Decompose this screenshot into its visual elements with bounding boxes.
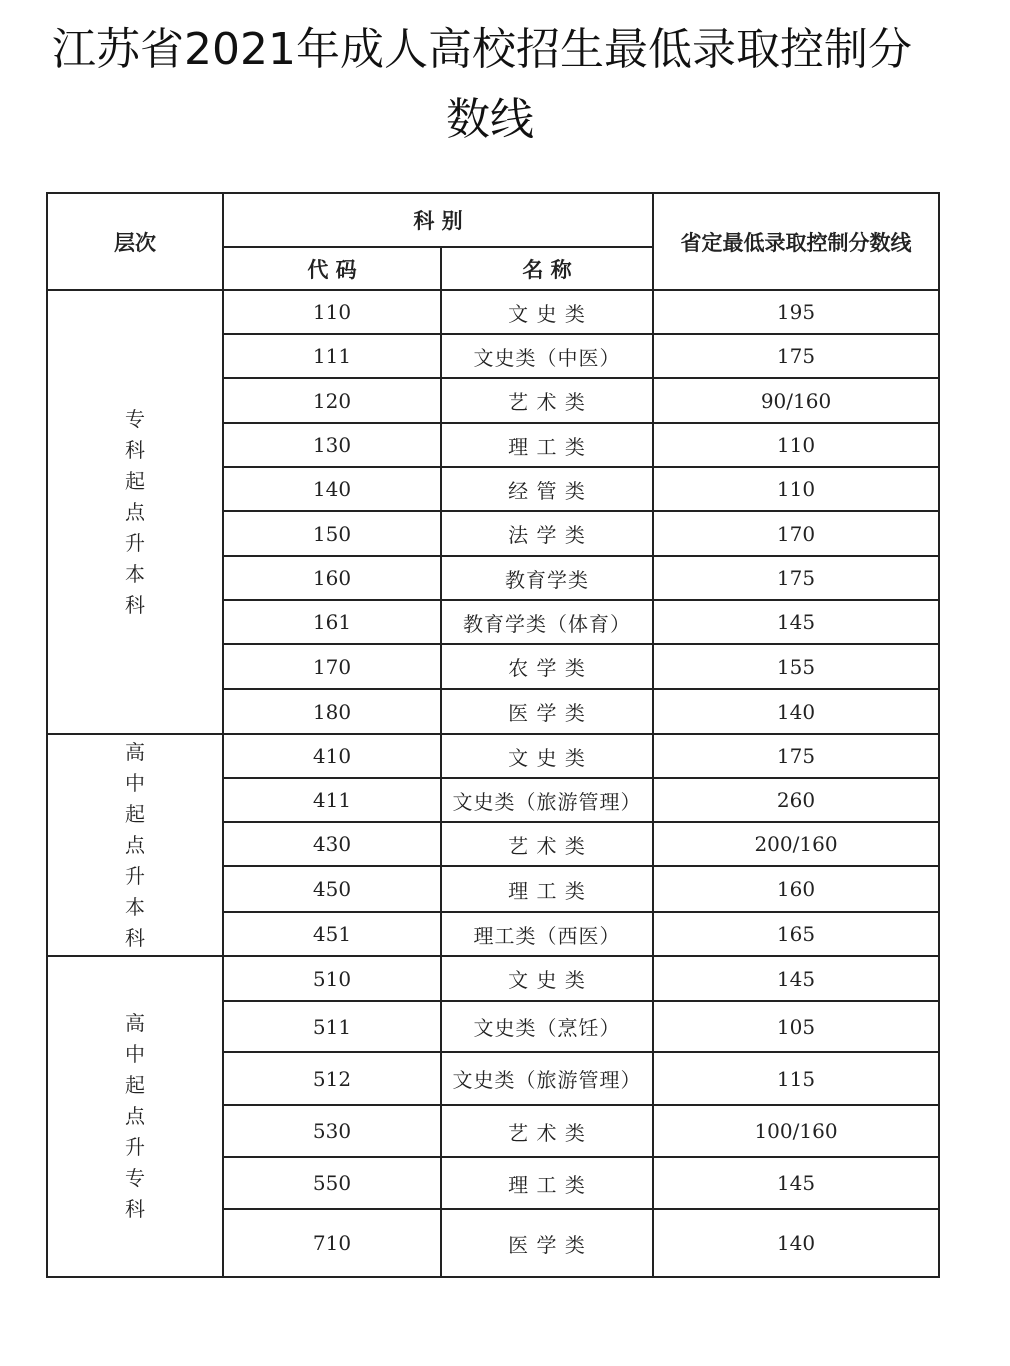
code-cell: 511 (223, 1001, 441, 1052)
name-cell: 理工类（西医） (441, 912, 653, 956)
score-cell: 160 (653, 866, 939, 912)
header-name: 名 称 (441, 247, 653, 290)
code-cell: 111 (223, 334, 441, 378)
name-cell: 教育学类（体育） (441, 600, 653, 644)
table-row (47, 734, 939, 778)
header-code: 代 码 (223, 247, 441, 290)
score-cell: 145 (653, 956, 939, 1001)
score-cell: 175 (653, 334, 939, 378)
name-cell: 艺 术 类 (441, 822, 653, 866)
score-cell: 165 (653, 912, 939, 956)
code-cell: 130 (223, 423, 441, 467)
score-cell: 100/160 (653, 1105, 939, 1157)
name-cell: 医 学 类 (441, 689, 653, 734)
name-cell: 理 工 类 (441, 1157, 653, 1209)
level-label: 高中起点升本科 (125, 739, 145, 950)
name-cell: 文史类（中医） (441, 334, 653, 378)
name-cell: 理 工 类 (441, 866, 653, 912)
score-cell: 145 (653, 600, 939, 644)
table-row (47, 290, 939, 334)
score-cell: 145 (653, 1157, 939, 1209)
score-cell: 175 (653, 734, 939, 778)
score-cell: 195 (653, 290, 939, 334)
score-cell: 90/160 (653, 378, 939, 423)
name-cell: 文 史 类 (441, 734, 653, 778)
name-cell: 经 管 类 (441, 467, 653, 511)
table-row (47, 956, 939, 1001)
name-cell: 文史类（旅游管理） (441, 778, 653, 822)
score-cell: 140 (653, 689, 939, 734)
level-label: 高中起点升专科 (125, 1011, 145, 1221)
code-cell: 512 (223, 1052, 441, 1105)
score-cell: 105 (653, 1001, 939, 1052)
code-cell: 410 (223, 734, 441, 778)
code-cell: 160 (223, 556, 441, 600)
code-cell: 430 (223, 822, 441, 866)
level-cell (47, 734, 223, 956)
code-cell: 710 (223, 1209, 441, 1277)
name-cell: 文史类（烹饪） (441, 1001, 653, 1052)
score-cell: 170 (653, 511, 939, 556)
code-cell: 170 (223, 644, 441, 689)
score-cell: 110 (653, 423, 939, 467)
score-cell: 110 (653, 467, 939, 511)
code-cell: 140 (223, 467, 441, 511)
score-cell: 155 (653, 644, 939, 689)
name-cell: 文史类（旅游管理） (441, 1052, 653, 1105)
code-cell: 510 (223, 956, 441, 1001)
code-cell: 180 (223, 689, 441, 734)
score-cell: 140 (653, 1209, 939, 1277)
name-cell: 文 史 类 (441, 956, 653, 1001)
page-title-line-1: 江苏省2021年成人高校招生最低录取控制分 (52, 24, 912, 75)
name-cell: 理 工 类 (441, 423, 653, 467)
table-body (47, 290, 939, 1277)
header-score: 省定最低录取控制分数线 (653, 193, 939, 290)
code-cell: 161 (223, 600, 441, 644)
level-cell (47, 290, 223, 734)
page-title-line-2: 数线 (446, 94, 534, 145)
code-cell: 530 (223, 1105, 441, 1157)
name-cell: 教育学类 (441, 556, 653, 600)
score-table (46, 192, 940, 1278)
header-level: 层次 (47, 193, 223, 290)
name-cell: 艺 术 类 (441, 378, 653, 423)
name-cell: 农 学 类 (441, 644, 653, 689)
code-cell: 120 (223, 378, 441, 423)
code-cell: 450 (223, 866, 441, 912)
score-cell: 260 (653, 778, 939, 822)
header-subject: 科 别 (223, 193, 653, 247)
score-cell: 200/160 (653, 822, 939, 866)
score-cell: 175 (653, 556, 939, 600)
code-cell: 110 (223, 290, 441, 334)
level-cell (47, 956, 223, 1277)
name-cell: 医 学 类 (441, 1209, 653, 1277)
name-cell: 文 史 类 (441, 290, 653, 334)
name-cell: 法 学 类 (441, 511, 653, 556)
code-cell: 550 (223, 1157, 441, 1209)
code-cell: 451 (223, 912, 441, 956)
name-cell: 艺 术 类 (441, 1105, 653, 1157)
score-cell: 115 (653, 1052, 939, 1105)
level-label: 专科起点升本科 (125, 406, 145, 617)
code-cell: 150 (223, 511, 441, 556)
code-cell: 411 (223, 778, 441, 822)
